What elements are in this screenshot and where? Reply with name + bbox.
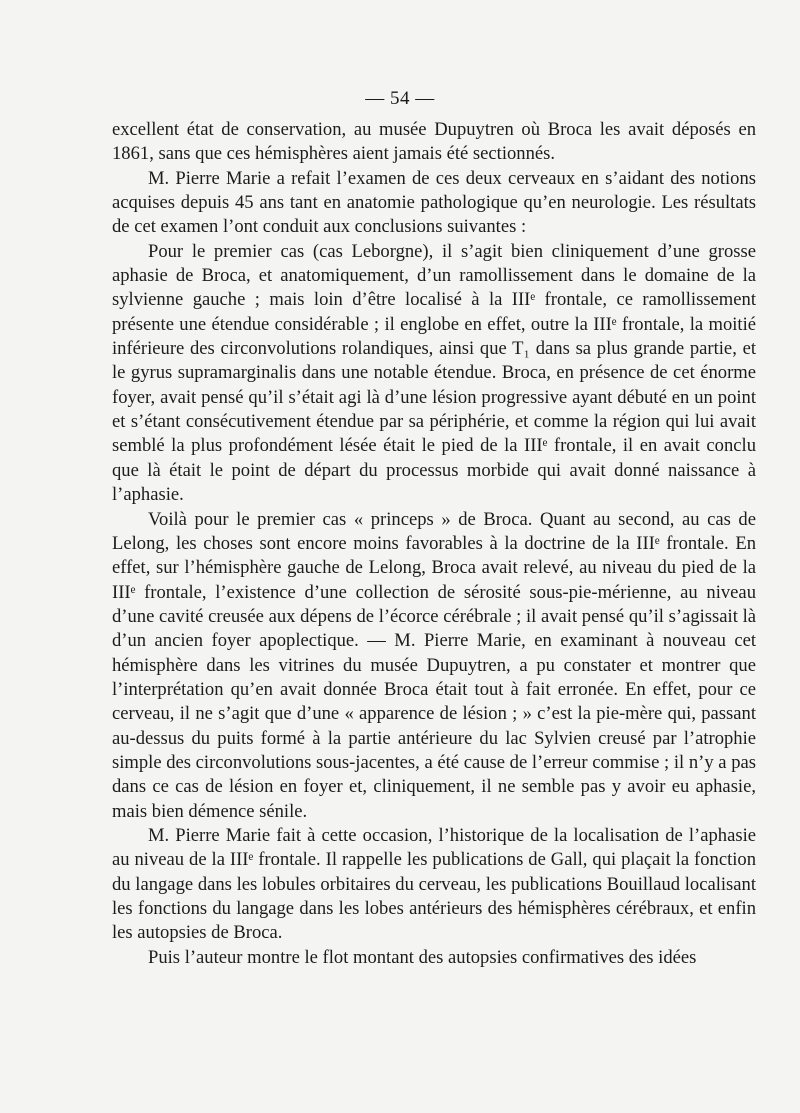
paragraph-autopsies: Puis l’auteur montre le flot montant des autopsies confirmatives des idées [148,946,697,968]
paragraph-historique: M. Pierre Marie fait à cette occasion, l’historique de la localisation de l’aphasie au niveau de la IIIᵉ frontale. Il rappelle les publications de Gall, qui plaçait la fonction du langage dans les lobules orbitaires du cerveau, les publications Bouillaud localisant les fonctions du langage dans les lobes antérieurs des hémisphères cérébraux, et enfin les autopsies de Broca. [112,824,756,944]
paragraph-cas-lelong: Voilà pour le premier cas « princeps » de Broca. Quant au second, au cas de Lelong, les choses sont encore moins favorables à la doctrine de la IIIᵉ frontale. En effet, sur l’hémisphère gauche de Lelong, Broca avait relevé, au niveau du pied de la IIIᵉ frontale, l’existence d’une collection de sérosité sous-pie-mérienne, au niveau d’une cavité creusée aux dépens de l’écorce cérébrale ; il avait pensé qu’il s’agissait là d’un ancien foyer apoplectique. — M. Pierre Marie, en examinant à nouveau cet hémisphère dans les vitrines du musée Dupuytren, a pu constater et montrer que l’interprétation qu’en avait donnée Broca était tout à fait erronée. En effet, pour ce cerveau, il ne s’agit que d’une « apparence de lésion ; » c’est la pie-mère qui, passant au-dessus du puits formé à la partie antérieure du lac Sylvien creusé par l’atrophie simple des circonvolutions sous-jacentes, a été cause de l’erreur commise ; il n’y a pas dans ce cas de lésion en foyer et, cliniquement, il ne semble pas y avoir eu aphasie, mais bien démence sénile. [112,508,756,822]
page-number: — 54 — [365,88,435,109]
page-body [112,118,756,970]
paragraph-examen: M. Pierre Marie a refait l’examen de ces deux cerveaux en s’aidant des notions acquises depuis 45 ans tant en anatomie pathologique qu’en neurologie. Les résultats de cet examen l’ont conduit aux conclusions suivantes : [112,167,756,238]
paragraph-continuation: excellent état de conservation, au musée Dupuytren où Broca les avait déposés en 1861, sans que ces hémisphères aient jamais été sectionnés. [112,119,756,165]
paragraph-cas-leborgne: Pour le premier cas (cas Leborgne), il s’agit bien cliniquement d’une grosse aphasie de Broca, et anatomiquement, d’un ramollissement dans le domaine de la sylvienne gauche ; mais loin d’être localisé à la IIIᵉ frontale, ce ramollissement présente une étendue considérable ; il englobe en effet, outre la IIIᵉ frontale, la moitié inférieure des circonvolutions rolandiques, ainsi que T₁ dans sa plus grande partie, et le gyrus supramarginalis dans une notable étendue. Broca, en présence de cet énorme foyer, avait pensé qu’il s’était agi là d’une lésion progressive ayant débuté en un point et s’étant consécutivement étendue par sa périphérie, et comme la région qui lui avait semblé la plus profondément lésée était le pied de la IIIᵉ frontale, il en avait conclu que là était le point de départ du processus morbide qui avait donné naissance à l’aphasie. [112,240,756,506]
